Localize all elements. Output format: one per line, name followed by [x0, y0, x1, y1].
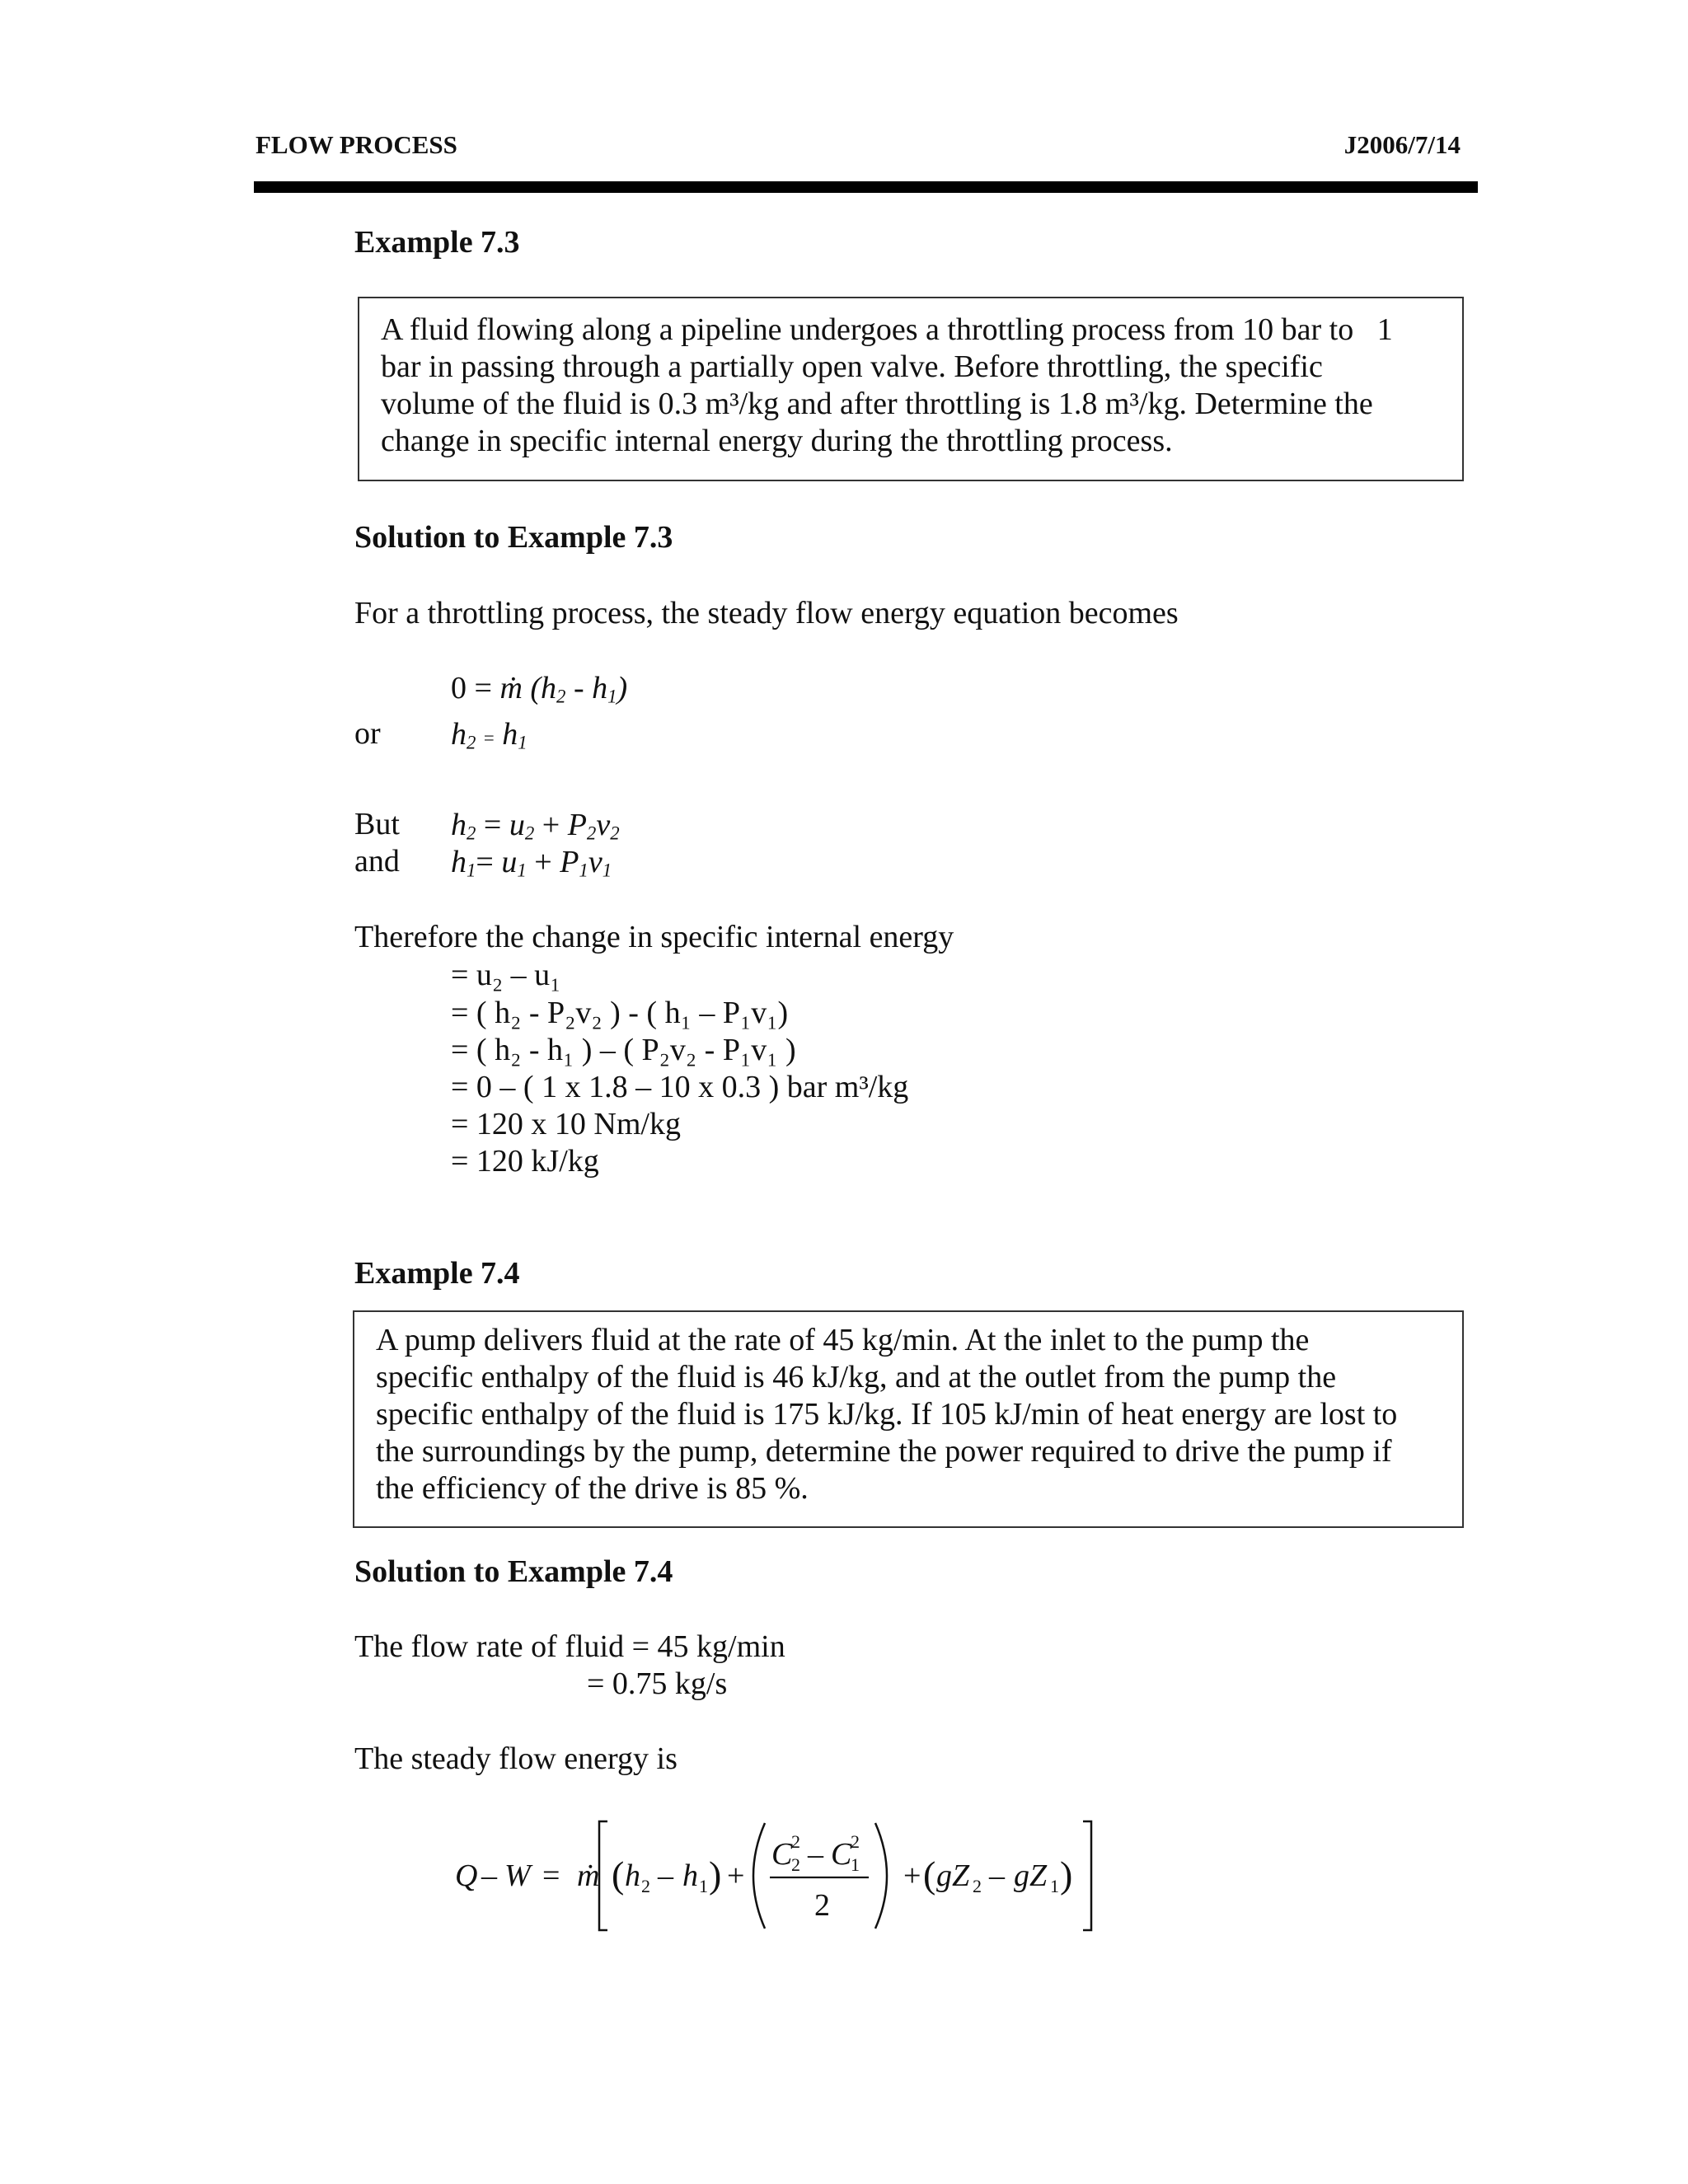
svg-text:W: W: [504, 1858, 531, 1893]
svg-text:ṁ: ṁ: [577, 1858, 600, 1893]
derivation-step: = u₂ – u₁: [451, 958, 561, 992]
label-and: and: [354, 844, 400, 879]
svg-text:gZ: gZ: [1014, 1858, 1048, 1893]
equation-h2-definition: $h_2 = u_2 + P_2v_2$: [451, 808, 620, 844]
steady-flow-text: The steady flow energy is: [354, 1741, 678, 1776]
equation-h1-definition: $h_1= u_1 + P_1v_1$: [451, 845, 612, 881]
svg-text:–: –: [989, 1858, 1005, 1893]
svg-text:): ): [1060, 1854, 1073, 1896]
svg-text:): ): [709, 1854, 722, 1896]
svg-text:2: 2: [973, 1876, 982, 1896]
derivation-step: = ( h₂ - P₂v₂ ) - ( h₁ – P₁v₁): [451, 996, 789, 1030]
svg-text:gZ: gZ: [936, 1858, 970, 1893]
flow-rate-line-1: The flow rate of fluid = 45 kg/min: [354, 1629, 785, 1664]
derivation-step: = 120 x 10 Nm/kg: [451, 1107, 681, 1141]
svg-text:+: +: [903, 1858, 921, 1893]
problem-line: bar in passing through a partially open valve. Before throttling, the specific: [381, 349, 1323, 384]
header-rule: [254, 181, 1478, 193]
svg-text:h: h: [625, 1858, 640, 1893]
svg-text:2: 2: [814, 1888, 830, 1923]
problem-line: the efficiency of the drive is 85 %.: [376, 1471, 809, 1506]
equation-sfee-throttling: 0 = ṁ $(h_2 - h_1)$: [451, 671, 628, 707]
therefore-text: Therefore the change in specific internal energy: [354, 920, 954, 954]
svg-text:1: 1: [1050, 1876, 1059, 1896]
problem-line: specific enthalpy of the fluid is 46 kJ/kg, and at the outlet from the pump the: [376, 1360, 1337, 1394]
example-7-3-problem-box: [358, 297, 1464, 481]
problem-line: the surroundings by the pump, determine the power required to drive the pump if: [376, 1434, 1392, 1469]
solution-7-3-intro: For a throttling process, the steady flow energy equation becomes: [354, 596, 1179, 630]
derivation-step: = 0 – ( 1 x 1.8 – 10 x 0.3 ) bar m³/kg: [451, 1070, 909, 1104]
label-or: or: [354, 716, 381, 751]
solution-7-3-title: Solution to Example 7.3: [354, 520, 673, 555]
equation-h2-equals-h1: $h_2 = h_1$: [451, 717, 528, 753]
svg-text:2: 2: [641, 1876, 650, 1896]
svg-text:2: 2: [791, 1831, 800, 1852]
problem-line: A fluid flowing along a pipeline undergoes a throttling process from 10 bar to 1: [381, 312, 1393, 347]
problem-line: A pump delivers fluid at the rate of 45 kg/min. At the inlet to the pump the: [376, 1323, 1310, 1357]
svg-text:–: –: [808, 1837, 823, 1872]
svg-text:C: C: [771, 1837, 793, 1872]
svg-text:+: +: [727, 1858, 745, 1893]
problem-line: volume of the fluid is 0.3 m³/kg and after throttling is 1.8 m³/kg. Determine the: [381, 387, 1373, 421]
svg-text:(: (: [612, 1854, 625, 1896]
derivation-step: = ( h₂ - h₁ ) – ( P₂v₂ - P₁v₁ ): [451, 1033, 796, 1067]
derivation-step: = 120 kJ/kg: [451, 1144, 599, 1179]
flow-rate-line-2: = 0.75 kg/s: [587, 1666, 728, 1701]
example-7-3-title: Example 7.3: [354, 225, 520, 260]
svg-text:=: =: [542, 1858, 560, 1893]
svg-text:Q: Q: [455, 1858, 478, 1893]
svg-text:2: 2: [791, 1854, 800, 1875]
svg-text:1: 1: [851, 1854, 860, 1875]
svg-text:–: –: [658, 1858, 673, 1893]
svg-text:h: h: [682, 1858, 698, 1893]
svg-text:1: 1: [699, 1876, 708, 1896]
header-title: FLOW PROCESS: [256, 130, 457, 159]
problem-line: change in specific internal energy during the throttling process.: [381, 424, 1173, 458]
example-7-4-title: Example 7.4: [354, 1256, 520, 1291]
svg-text:–: –: [481, 1858, 497, 1893]
solution-7-4-title: Solution to Example 7.4: [354, 1554, 673, 1589]
header-page-ref: J2006/7/14: [1343, 130, 1461, 159]
problem-line: specific enthalpy of the fluid is 175 kJ/kg. If 105 kJ/min of heat energy are lost to: [376, 1397, 1398, 1432]
svg-text:(: (: [923, 1854, 936, 1896]
svg-text:C: C: [831, 1837, 852, 1872]
svg-text:2: 2: [851, 1831, 860, 1852]
label-but: But: [354, 807, 400, 841]
example-7-4-problem-box: [353, 1310, 1464, 1528]
steady-flow-energy-equation: [445, 1813, 1104, 1937]
